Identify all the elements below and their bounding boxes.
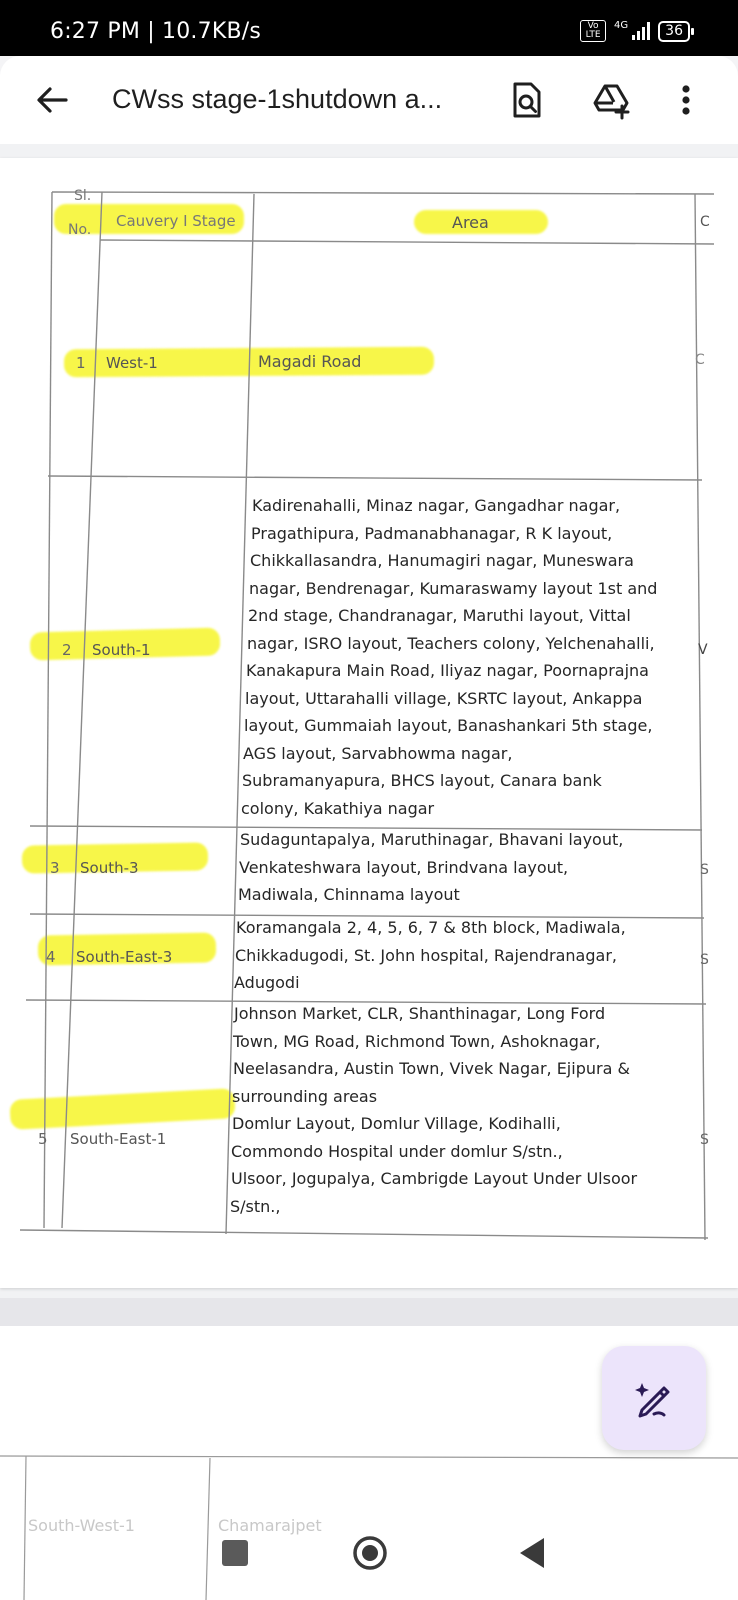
battery-level: 36: [665, 22, 683, 39]
document-title: CWss stage-1shutdown a...: [112, 84, 443, 114]
volte-badge: Vo LTE: [580, 20, 606, 42]
more-vertical-icon: [664, 78, 708, 122]
row-3-area: Sudaguntapalya, Maruthinagar, Bhavani layout, Venkateshwara layout, Brindvana layout, Madiwala, Chinnama layout: [238, 830, 624, 904]
row-2-col4: V: [698, 642, 708, 658]
status-time-speed: 6:27 PM | 10.7KB/s: [50, 19, 262, 44]
pen-sparkle-icon: [630, 1374, 678, 1422]
row-5-stage: South-East-1: [70, 1130, 167, 1148]
search-document-button[interactable]: [504, 78, 548, 122]
header-area: Area: [452, 213, 489, 232]
row-1-col4: C: [695, 352, 705, 368]
more-options-button[interactable]: [664, 78, 708, 122]
row-3-no: 3: [50, 859, 60, 877]
row-5-no: 5: [38, 1130, 48, 1148]
add-to-drive-button[interactable]: [590, 78, 634, 122]
next-row-area: Chamarajpet: [218, 1516, 322, 1535]
document-search-icon: [504, 78, 548, 122]
row-1-no: 1: [76, 354, 86, 372]
recents-button[interactable]: [222, 1540, 248, 1566]
header-col4: C: [700, 214, 710, 230]
network-type: 4G: [614, 19, 629, 31]
document-viewer[interactable]: [0, 144, 738, 1298]
app-bar: [0, 56, 738, 144]
row-5-area: Johnson Market, CLR, Shanthinagar, Long Ford Town, MG Road, Richmond Town, Ashoknagar, Neelasandra, Austin Town, Vivek Nagar, Ejipura & surrounding areas Domlur Layout, Domlur Village, Kodihalli, Commondo Hospital under domlur S/stn., Ulsoor, Jogupalya, Cambrigde Layout Under Ulsoor S/stn.,: [230, 1004, 638, 1216]
next-row-stage: South-West-1: [28, 1516, 135, 1535]
row-4-col4: S: [700, 952, 709, 968]
row-4-area: Koramangala 2, 4, 5, 6, 7 & 8th block, Madiwala, Chikkadugodi, St. John hospital, Rajendranagar, Adugodi: [234, 918, 626, 992]
triangle-back-icon: [516, 1536, 548, 1570]
row-3-col4: S: [700, 862, 709, 878]
add-to-drive-icon: [590, 78, 634, 122]
row-1-area: Magadi Road: [258, 352, 362, 371]
row-2-stage: South-1: [92, 641, 151, 659]
arrow-left-icon: [30, 78, 74, 122]
row-5-col4: S: [700, 1132, 709, 1148]
header-no: No.: [68, 222, 92, 238]
back-button[interactable]: [30, 78, 74, 122]
header-stage: Cauvery I Stage: [116, 212, 236, 230]
back-nav-button[interactable]: [516, 1536, 548, 1570]
row-2-area: Kadirenahalli, Minaz nagar, Gangadhar nagar, Pragathipura, Padmanabhanagar, R K layout, Chikkallasandra, Hanumagiri nagar, Muneswara nagar, Bendrenagar, Kumaraswamy layout 1st and 2nd stage, Chandranagar, Maruthi layout, Vittal nagar, ISRO layout, Teachers colony, Yelchenahalli, Kanakapura Main Road, Iliyaz nagar, Poornaprajna layout, Uttarahalli village, KSRTC layout, Ankappa layout, Gummaiah layout, Banashankari 5th stage, AGS layout, Sarvabhowma nagar, Subramanyapura, BHCS layout, Canara bank colony, Kakathiya nagar: [241, 496, 658, 818]
row-2-no: 2: [62, 641, 72, 659]
scanned-table: [0, 158, 738, 1288]
row-1-stage: West-1: [106, 354, 158, 372]
battery-icon: [658, 21, 690, 42]
signal-icon: [632, 22, 650, 40]
home-circle-icon: [352, 1535, 388, 1571]
status-bar: [0, 0, 738, 56]
header-sl: Sl.: [74, 188, 92, 204]
edit-fab-button[interactable]: [602, 1346, 706, 1450]
row-4-stage: South-East-3: [76, 948, 173, 966]
page-separator: [0, 1298, 738, 1326]
status-icons: [580, 20, 690, 42]
document-page: [0, 158, 738, 1288]
home-button[interactable]: [352, 1535, 388, 1571]
system-navigation-bar: [0, 1520, 738, 1600]
row-3-stage: South-3: [80, 859, 139, 877]
row-4-no: 4: [46, 948, 56, 966]
